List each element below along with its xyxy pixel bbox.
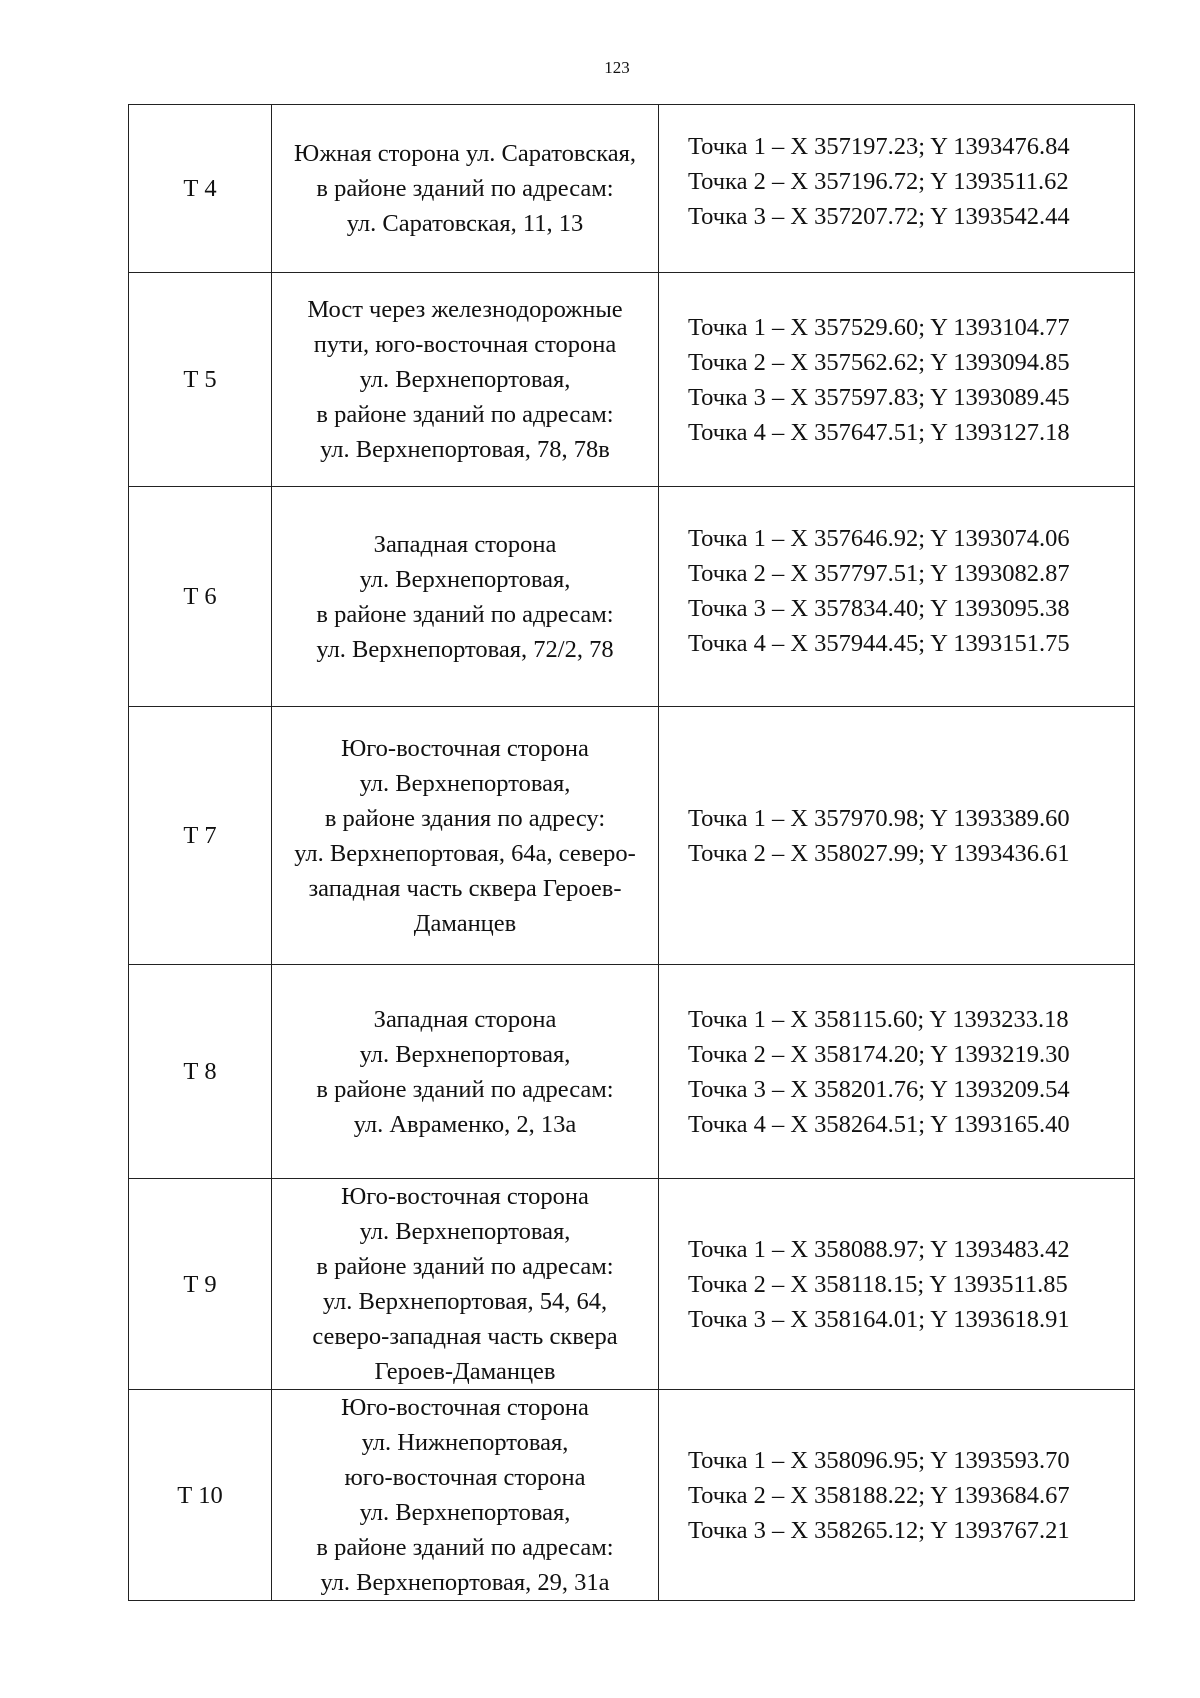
table-row	[129, 105, 1135, 273]
description-line: Героев-Даманцев	[374, 1358, 556, 1385]
table-body	[129, 105, 1135, 1601]
description-line: Мост через железнодорожные	[307, 296, 623, 323]
description-line: в районе зданий по адресам:	[316, 401, 614, 428]
row-description	[272, 273, 659, 487]
row-coordinates	[659, 273, 1135, 487]
description-line: ул. Верхнепортовая,	[359, 565, 571, 593]
description-line: Южная сторона ул. Саратовская,	[294, 140, 636, 167]
coordinate-line: Точка 1 – X 358088.97; Y 1393483.42	[688, 1235, 1070, 1263]
row-code: Т 10	[129, 1390, 272, 1601]
table-row	[129, 965, 1135, 1179]
description-line: в районе зданий по адресам:	[316, 1534, 614, 1561]
coordinate-line: Точка 2 – X 357562.62; Y 1393094.85	[688, 348, 1070, 376]
coordinate-line: Точка 1 – X 357970.98; Y 1393389.60	[688, 804, 1070, 832]
row-code: Т 4	[129, 105, 272, 273]
row-description	[272, 487, 659, 707]
description-line: ул. Авраменко, 2, 13а	[353, 1110, 577, 1138]
coordinate-line: Точка 1 – X 357529.60; Y 1393104.77	[688, 313, 1070, 341]
coordinate-line: Точка 3 – X 358265.12; Y 1393767.21	[688, 1516, 1070, 1544]
coordinate-line: Точка 2 – X 358027.99; Y 1393436.61	[688, 839, 1070, 867]
row-code: Т 5	[129, 273, 272, 487]
description-line: ул. Верхнепортовая, 64а, северо-	[294, 839, 636, 867]
description-line: ул. Верхнепортовая,	[359, 366, 571, 393]
table-row	[129, 707, 1135, 965]
row-coordinates	[659, 965, 1135, 1179]
description-line: Юго-восточная сторона	[341, 734, 589, 762]
row-description	[272, 707, 659, 965]
row-description	[272, 105, 659, 273]
row-code: Т 8	[129, 965, 272, 1179]
row-coordinates	[659, 1390, 1135, 1601]
coordinate-line: Точка 2 – X 358174.20; Y 1393219.30	[688, 1040, 1070, 1068]
description-line: северо-западная часть сквера	[312, 1323, 618, 1350]
description-line: западная часть сквера Героев-	[308, 874, 622, 902]
description-line: ул. Нижнепортовая,	[361, 1429, 569, 1456]
table-row	[129, 487, 1135, 707]
row-coordinates	[659, 105, 1135, 273]
description-line: ул. Верхнепортовая,	[359, 1499, 571, 1526]
description-line: ул. Верхнепортовая,	[359, 1218, 571, 1245]
description-line: юго-восточная сторона	[344, 1464, 586, 1491]
table-row	[129, 1179, 1135, 1390]
coordinate-line: Точка 3 – X 357834.40; Y 1393095.38	[688, 594, 1070, 622]
table-row	[129, 1390, 1135, 1601]
description-line: ул. Верхнепортовая, 29, 31а	[320, 1569, 610, 1596]
row-description	[272, 1179, 659, 1390]
description-line: ул. Саратовская, 11, 13	[346, 210, 584, 237]
row-coordinates	[659, 1179, 1135, 1390]
description-line: ул. Верхнепортовая,	[359, 769, 571, 797]
description-line: ул. Верхнепортовая, 78, 78в	[320, 436, 610, 463]
description-line: в районе зданий по адресам:	[316, 600, 614, 628]
coordinate-line: Точка 3 – X 358201.76; Y 1393209.54	[688, 1075, 1070, 1103]
coordinate-line: Точка 2 – X 357196.72; Y 1393511.62	[688, 168, 1069, 195]
row-code: Т 7	[129, 707, 272, 965]
coordinate-line: Точка 2 – X 358118.15; Y 1393511.85	[688, 1270, 1068, 1298]
points-table	[128, 104, 1135, 1601]
coordinate-line: Точка 3 – X 358164.01; Y 1393618.91	[688, 1305, 1070, 1333]
description-line: ул. Верхнепортовая, 54, 64,	[322, 1288, 608, 1315]
coordinate-line: Точка 3 – X 357207.72; Y 1393542.44	[688, 203, 1070, 230]
coordinate-line: Точка 4 – X 358264.51; Y 1393165.40	[688, 1110, 1070, 1138]
coordinate-line: Точка 4 – X 357944.45; Y 1393151.75	[688, 629, 1070, 657]
coordinate-line: Точка 1 – X 358096.95; Y 1393593.70	[688, 1446, 1070, 1474]
description-line: пути, юго-восточная сторона	[313, 331, 617, 358]
description-line: ул. Верхнепортовая,	[359, 1040, 571, 1068]
row-code: Т 6	[129, 487, 272, 707]
description-line: Даманцев	[413, 909, 517, 937]
page-number: 123	[604, 58, 630, 77]
description-line: в районе зданий по адресам:	[316, 1253, 614, 1280]
description-line: Западная сторона	[373, 530, 557, 558]
description-line: в районе здания по адресу:	[324, 804, 606, 832]
description-line: Юго-восточная сторона	[341, 1183, 589, 1210]
row-description	[272, 965, 659, 1179]
coordinate-line: Точка 3 – X 357597.83; Y 1393089.45	[688, 383, 1070, 411]
coordinate-line: Точка 1 – X 358115.60; Y 1393233.18	[688, 1005, 1069, 1033]
description-line: Юго-восточная сторона	[341, 1394, 589, 1421]
description-line: ул. Верхнепортовая, 72/2, 78	[316, 635, 614, 663]
description-line: Западная сторона	[373, 1005, 557, 1033]
row-coordinates	[659, 487, 1135, 707]
row-description	[272, 1390, 659, 1601]
coordinate-line: Точка 1 – X 357197.23; Y 1393476.84	[688, 133, 1070, 160]
row-coordinates	[659, 707, 1135, 965]
row-code: Т 9	[129, 1179, 272, 1390]
coordinate-line: Точка 2 – X 357797.51; Y 1393082.87	[688, 559, 1070, 587]
coordinate-line: Точка 2 – X 358188.22; Y 1393684.67	[688, 1481, 1070, 1509]
coordinate-line: Точка 1 – X 357646.92; Y 1393074.06	[688, 524, 1070, 552]
table-row	[129, 273, 1135, 487]
coordinate-line: Точка 4 – X 357647.51; Y 1393127.18	[688, 418, 1070, 446]
description-line: в районе зданий по адресам:	[316, 1075, 614, 1103]
description-line: в районе зданий по адресам:	[316, 175, 614, 202]
